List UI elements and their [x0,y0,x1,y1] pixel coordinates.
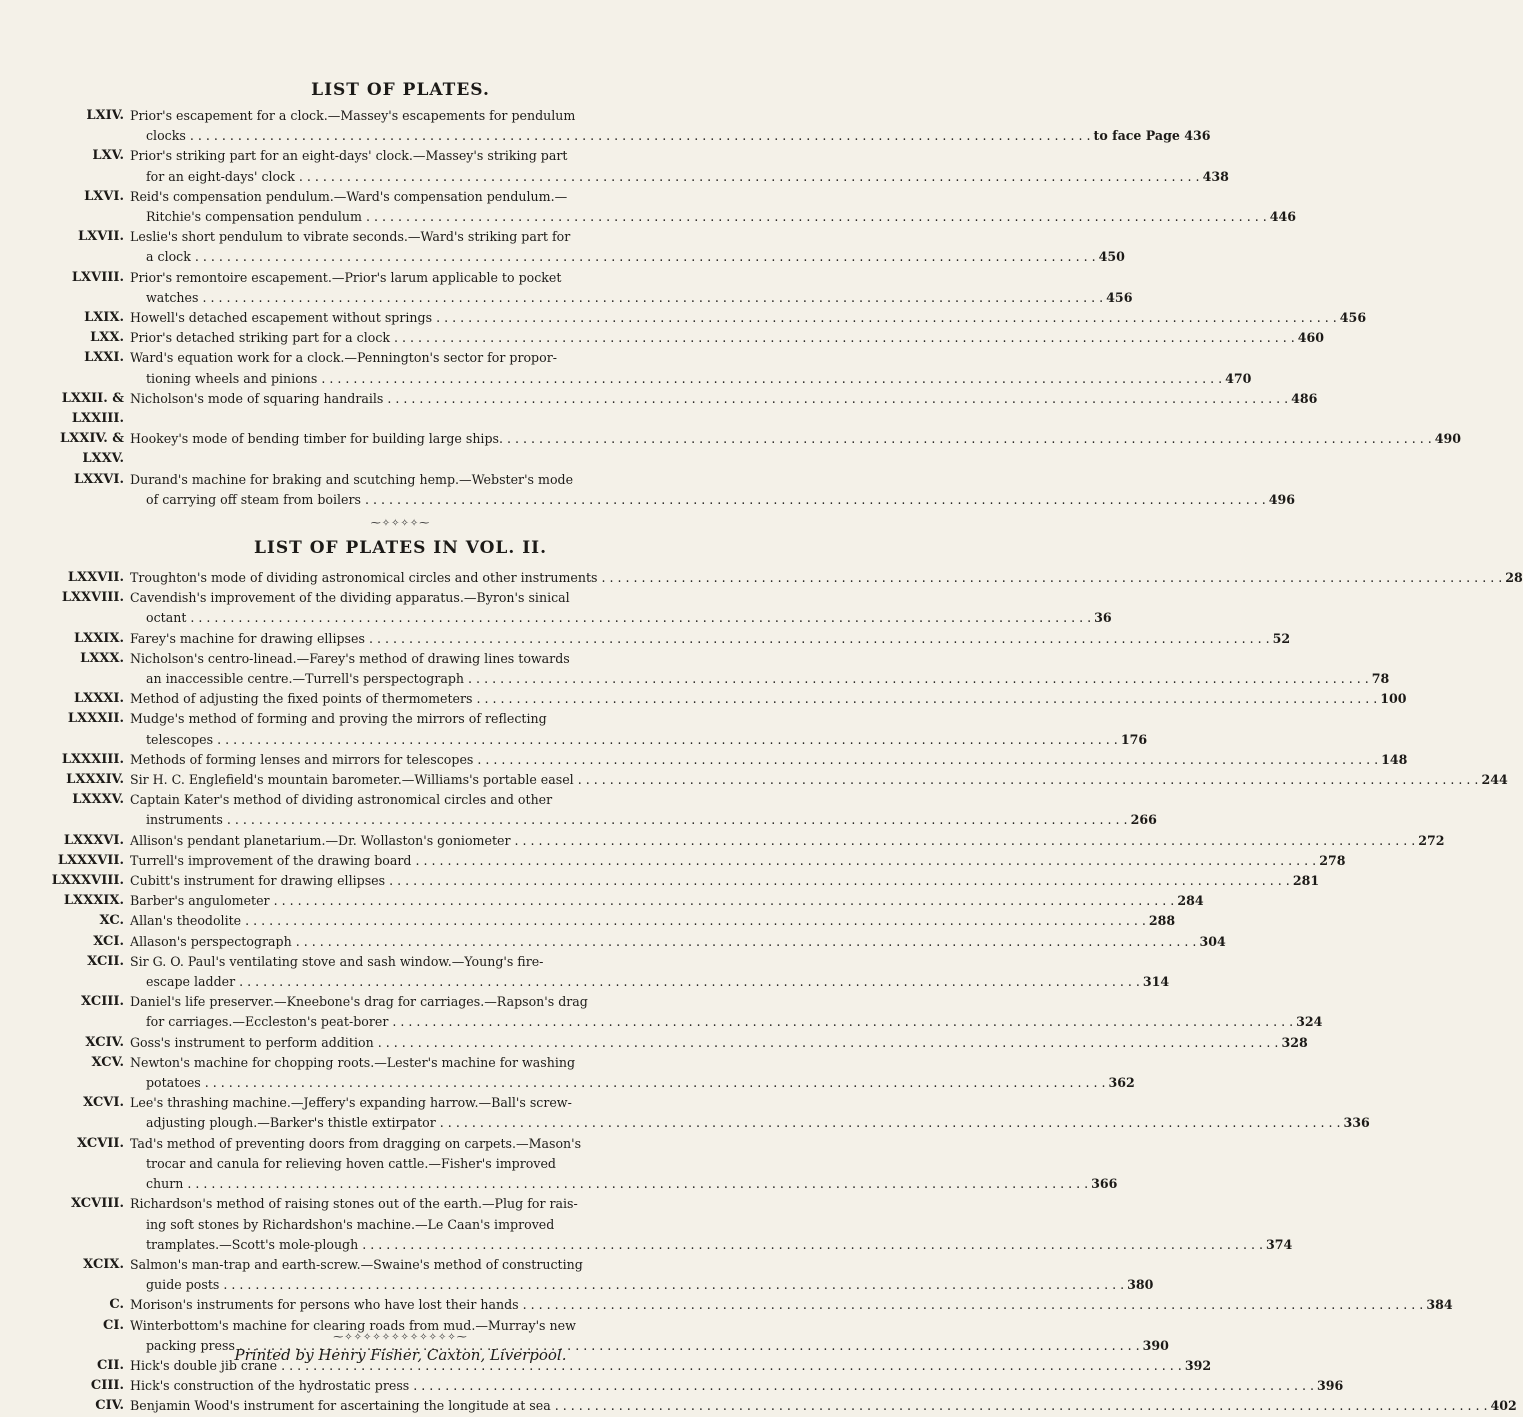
plate-description: Lee's thrashing machine.—Jeffery's expanding harrow.—Ball's screw- [130,1095,572,1111]
plate-number: LXXII. & LXXIII. [61,390,124,427]
plate-number: LXXVII. [67,570,124,585]
plate-description: Ritchie's compensation pendulum . . . [146,207,1267,227]
plate-description: Nicholson's mode of squaring handrails . . . [130,389,1288,409]
plate-number: LXXXVII. [57,852,124,868]
plate-entry [30,268,1133,308]
page-number: 288 [1148,913,1176,929]
plate-entry [30,831,1445,851]
plate-entry [30,770,1508,790]
page-number: 396 [1317,1378,1344,1394]
plate-description: Cavendish's improvement of the dividing apparatus.—Byron's sinical [130,590,570,606]
plate-entry [30,871,1320,891]
vol1-plate-list [30,106,1462,510]
plate-description: Prior's striking part for an eight-days' clock.—Massey's striking part [130,148,568,164]
plate-entry [30,389,1318,429]
plate-number: XCVI. [83,1095,124,1111]
plate-description: Cubitt's instrument for drawing ellipses . . . [130,871,1290,891]
page-number: 328 [1281,1034,1308,1050]
plate-description: Tad's method of preventing doors from dragging on carpets.—Mason's [130,1135,582,1151]
plate-description: adjusting plough.—Barker's thistle extirpator . . . [146,1113,1341,1133]
vol2-plate-list [30,568,1523,1417]
plate-entry [30,1093,1370,1133]
plate-entry [30,911,1176,931]
plate-entry [30,1134,1118,1195]
plate-description: guide posts . . . [146,1275,1124,1295]
plate-description: trocar and canula for relieving hoven cattle.—Fisher's improved [146,1155,556,1171]
plate-number: CI. [103,1317,124,1333]
plate-description: Morison's instruments for persons who have lost their hands . . . [130,1295,1423,1315]
plate-number: LXXIX. [73,630,124,646]
page-number: to face Page 436 [1093,128,1211,144]
plate-number: XCII. [87,953,124,969]
plate-entry [30,146,1229,186]
plate-description: escape ladder . . . [146,972,1140,992]
plate-entry [30,1255,1154,1295]
plate-description: Richardson's method of raising stones out of the earth.—Plug for rais- [130,1196,578,1212]
plate-entry [30,790,1157,830]
plate-description: octant . . . [146,608,1091,628]
plate-description: clocks . . . [146,126,1091,146]
plate-number: LXVIII. [71,269,124,285]
plate-description: Allan's theodolite . . . [130,911,1146,931]
plate-description: Prior's detached striking part for a clock . . . [130,328,1295,348]
plate-number: CII. [96,1357,124,1373]
plate-number: XCV. [91,1054,124,1070]
plate-entry [30,1295,1453,1315]
plate-number: LXXVI. [73,471,124,487]
plate-description: Hick's construction of the hydrostatic press . . . [130,1376,1314,1396]
plate-entry [30,629,1291,649]
plate-number: LXXXV. [72,792,124,808]
plate-number: XCIV. [85,1034,124,1050]
plate-description: Sir H. C. Englefield's mountain barometer.—Williams's portable easel . . . [130,770,1478,790]
ornament-divider-bottom: ⁓✧✧✧✧✧✧✧✧✧✧✧✧⁓ [333,1332,468,1343]
page-number: 374 [1265,1236,1293,1252]
page-number: 384 [1426,1297,1453,1313]
plate-entry [30,952,1170,992]
page-number: 176 [1120,731,1148,747]
plate-description: churn . . . [146,1174,1088,1194]
plate-entry [30,891,1204,911]
plate-description: Allison's pendant planetarium.—Dr. Wollaston's goniometer . . . [130,831,1415,851]
page-number: 470 [1225,370,1252,386]
plate-description: potatoes . . . [146,1073,1106,1093]
plate-entry [30,689,1407,709]
plate-description: Howell's detached escapement without springs . . . [130,308,1337,328]
plate-description: Methods of forming lenses and mirrors for telescopes . . . [130,750,1378,770]
page-number: 490 [1434,431,1462,447]
plate-description: ing soft stones by Richardshon's machine.—Le Caan's improved [146,1216,555,1232]
plate-entry [30,568,1523,588]
page-number: 450 [1098,249,1125,265]
plate-description: Turrell's improvement of the drawing board . . . [130,851,1316,871]
printer-imprint: Printed by Henry Fisher, Caxton, Liverpool. [234,1346,567,1364]
plate-number: LXXVIII. [61,590,124,606]
plate-number: LXXXIII. [61,751,124,767]
running-head: LIST OF PLATES. [311,80,490,100]
page-number: 284 [1177,893,1204,909]
plate-number: XCIX. [83,1256,124,1272]
plate-description: Reid's compensation pendulum.—Ward's compensation pendulum.— [130,188,568,204]
plate-description: Goss's instrument to perform addition . . . [130,1033,1278,1053]
plate-entry [30,750,1408,770]
plate-number: XCI. [93,933,124,949]
plate-description: for an eight-days' clock . . . [146,167,1200,187]
plate-number: LXIX. [84,310,124,326]
plate-number: LXV. [92,148,124,164]
plate-description: packing press . . . [146,1336,1140,1356]
plate-number: XCVII. [77,1135,124,1151]
plate-number: LXXXVI. [63,832,124,848]
plate-number: LXXXI. [73,691,124,707]
page-number: 456 [1339,310,1367,326]
plate-number: LXXXIV. [66,772,124,788]
page-number: 362 [1108,1075,1135,1091]
plate-description: Sir G. O. Paul's ventilating stove and sash window.—Young's fire- [130,953,544,969]
page-number: 314 [1142,974,1170,990]
plate-number: CIII. [90,1378,124,1394]
page-number: 456 [1106,289,1133,305]
plate-description: Method of adjusting the fixed points of thermometers . . . [130,689,1377,709]
page-number: 266 [1130,812,1157,828]
plate-description: Hookey's mode of bending timber for building large ships. . . . . . . [130,429,1432,449]
plate-entry [30,328,1325,348]
plate-description: Leslie's short pendulum to vibrate seconds.—Ward's striking part for [130,229,571,245]
plate-number: LXIV. [86,108,124,123]
page-number: 336 [1343,1115,1370,1131]
plate-description: of carrying off steam from boilers . . . [146,490,1266,510]
page-number: 100 [1380,691,1407,707]
plate-entry [30,649,1390,689]
page-number: 324 [1296,1014,1323,1030]
plate-number: LXXIV. & LXXV. [60,431,124,467]
page-number: 281 [1292,873,1320,889]
plate-number: LXVI. [84,188,124,204]
plate-number: LXXXII. [67,711,124,727]
plate-entry [30,308,1367,328]
plate-entry [30,1033,1308,1053]
page-number: 446 [1269,209,1297,225]
plate-description: Daniel's life preserver.—Kneebone's drag for carriages.—Rapson's drag [130,994,588,1010]
plate-description: Benjamin Wood's instrument for ascertaining the longitude at sea . . . . . . . [130,1396,1487,1416]
page-number: 496 [1268,491,1296,507]
plate-number: XC. [99,913,124,929]
plate-number: CIV. [95,1398,124,1414]
plate-description: Winterbottom's machine for clearing roads from mud.—Murray's new [130,1317,576,1333]
plate-number: LXX. [90,330,124,346]
plate-entry [30,429,1462,469]
plate-number: XCIII. [81,994,124,1010]
plate-description: Salmon's man-trap and earth-screw.—Swaine's method of constructing [130,1256,583,1272]
plate-description: tioning wheels and pinions . . . [146,369,1222,389]
plate-description: Nicholson's centro-linead.—Farey's method of drawing lines towards [130,650,570,666]
plate-description: tramplates.—Scott's mole-plough . . . [146,1235,1263,1255]
plate-description: Prior's escapement for a clock.—Massey's escapements for pendulum [130,108,576,123]
ornament-divider: ⁓✧✧✧✧⁓ [370,518,431,529]
page-number: 392 [1184,1357,1212,1373]
plate-entry [30,227,1125,267]
plate-entry [30,1376,1344,1396]
plate-description: Allason's perspectograph . . . [130,932,1196,952]
page-number: 366 [1091,1176,1118,1192]
plate-entry [30,348,1252,388]
page-number: 304 [1199,933,1226,949]
plate-entry [30,187,1297,227]
plate-description: an inaccessible centre.—Turrell's perspectograph . . . [146,669,1369,689]
page-number: 78 [1371,671,1390,687]
page-number: 52 [1272,630,1291,646]
plate-description: Captain Kater's method of dividing astronomical circles and other [130,792,553,808]
plate-description: telescopes . . . [146,730,1118,750]
plate-number: LXXXVIII. [51,873,124,889]
plate-entry [30,709,1148,749]
vol2-title: LIST OF PLATES IN VOL. II. [253,538,548,558]
plate-description: Newton's machine for chopping roots.—Lester's machine for washing [130,1054,576,1070]
page-number: 28 [1505,570,1523,585]
plate-description: Durand's machine for braking and scutching hemp.—Webster's mode [130,471,574,487]
plate-number: LXXI. [84,350,124,366]
plate-entry [30,851,1346,871]
plate-description: Prior's remontoire escapement.—Prior's larum applicable to pocket [130,269,562,285]
page-number: 380 [1127,1277,1154,1293]
plate-description: Ward's equation work for a clock.—Pennington's sector for propor- [130,350,557,366]
plate-entry [30,1194,1293,1255]
page-number: 486 [1291,390,1318,406]
plate-entry [30,932,1226,952]
plate-number: LXXXIX. [63,893,124,909]
page-number: 390 [1142,1337,1169,1353]
plate-entry [30,470,1296,510]
page-number: 244 [1481,772,1508,788]
page-number: 402 [1490,1398,1517,1414]
plate-description: Troughton's mode of dividing astronomical circles and other instruments . . . [130,568,1502,588]
plate-description: for carriages.—Eccleston's peat-borer . . . [146,1012,1293,1032]
plate-number: XCVIII. [70,1196,124,1212]
plate-entry [30,1396,1517,1416]
page-number: 272 [1418,832,1445,848]
plate-description: Mudge's method of forming and proving the mirrors of reflecting [130,711,547,727]
plate-description: instruments . . . [146,810,1128,830]
plate-number: C. [109,1297,124,1313]
page-number: 278 [1319,852,1346,868]
plate-number: LXVII. [77,229,124,245]
plate-number: LXXX. [80,650,124,666]
page-number: 460 [1297,330,1325,346]
page-number: 36 [1094,610,1112,626]
plate-entry [30,588,1112,628]
page-number: 438 [1202,168,1229,184]
plate-description: Hick's double jib crane . . . [130,1356,1182,1376]
plate-entry [30,992,1323,1032]
plate-entry [30,106,1211,146]
page-number: 148 [1381,751,1408,767]
plate-description: a clock . . . [146,247,1096,267]
plate-description: Farey's machine for drawing ellipses . . . [130,629,1270,649]
plate-entry [30,1053,1135,1093]
plate-description: Barber's angulometer . . . [130,891,1174,911]
plate-description: watches . . . [146,288,1103,308]
